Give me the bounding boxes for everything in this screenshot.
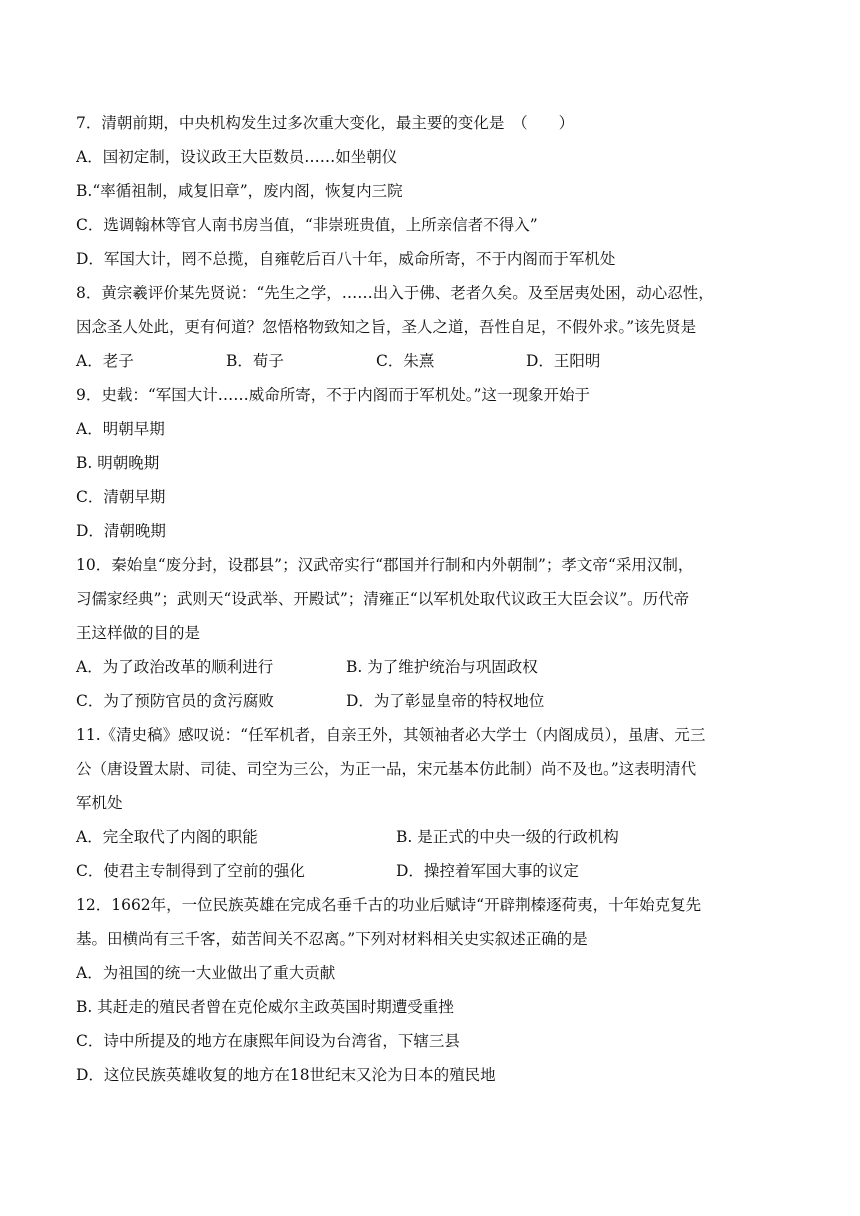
q10-stem-line-1: 10．秦始皇“废分封，设郡县”；汉武帝实行“郡国并行制和内外朝制”；孝文帝“采用汉制， [76,556,694,574]
q10-options-row-1 [76,650,788,684]
q12-option-d: D．这位民族英雄收复的地方在18世纪末又沦为日本的殖民地 [76,1066,496,1084]
q7-option-b: B.“率循祖制，咸复旧章”，废内阁，恢复内三院 [76,182,403,200]
q11-options-row-1 [76,820,788,854]
q8-stem-line-2: 因念圣人处此，更有何道？忽悟格物致知之旨，圣人之道，吾性自足，不假外求。”该先贤是 [76,318,697,336]
q11-option-b: B. 是正式的中央一级的行政机构 [396,828,619,846]
q7-option-c: C．选调翰林等官人南书房当值，“非崇班贵值，上所亲信者不得入” [76,216,538,234]
q9-option-b: B. 明朝晚期 [76,454,160,472]
q7-stem: 7．清朝前期，中央机构发生过多次重大变化，最主要的变化是 （ ） [76,114,575,132]
q9-option-c: C．清朝早期 [76,488,166,506]
q11-stem-line-3: 军机处 [76,794,123,812]
q10-option-c: C．为了预防官员的贪污腐败 [76,692,274,710]
q8-option-b: B．荀子 [226,352,284,370]
q8-option-a: A．老子 [76,352,134,370]
q12-option-a: A．为祖国的统一大业做出了重大贡献 [76,964,336,982]
q8-options [76,344,788,378]
q11-stem-line-1: 11.《清史稿》感叹说：“任军机者，自亲王外，其领袖者必大学士（内阁成员），虽唐、元三 [76,726,706,744]
q11-option-d: D．操控着军国大事的议定 [396,862,579,880]
q10-stem-line-3: 王这样做的目的是 [76,624,201,642]
q8-stem-line-1: 8．黄宗羲评价某先贤说：“先生之学，……出入于佛、老者久矣。及至居夷处困，动心忍性， [76,284,714,302]
q9-stem: 9．史载：“军国大计……威命所寄，不于内阁而于军机处。”这一现象开始于 [76,386,590,404]
q12-stem-line-2: 基。田横尚有三千客，茹苦间关不忍离。”下列对材料相关史实叙述正确的是 [76,930,588,948]
q12-stem-line-1: 12．1662年，一位民族英雄在完成名垂千古的功业后赋诗“开辟荆榛逐荷夷，十年始克复先 [76,896,702,914]
q11-option-c: C．使君主专制得到了空前的强化 [76,862,305,880]
q10-option-a: A．为了政治改革的顺利进行 [76,658,274,676]
q10-options-row-2 [76,684,788,718]
q7-option-d: D．军国大计，罔不总揽，自雍乾后百八十年，威命所寄，不于内阁而于军机处 [76,250,616,268]
document-page [76,106,788,1092]
q10-option-d: D．为了彰显皇帝的特权地位 [346,692,545,710]
q11-stem-line-2: 公（唐设置太尉、司徒、司空为三公，为正一品，宋元基本仿此制）尚不及也。”这表明清代 [76,760,697,778]
q7-option-a: A．国初定制，设议政王大臣数员……如坐朝仪 [76,148,398,166]
q11-options-row-2 [76,854,788,888]
q9-option-a: A．明朝早期 [76,420,165,438]
q10-stem-line-2: 习儒家经典”；武则天“设武举、开殿试”；清雍正“以军机处取代议政王大臣会议”。历代帝 [76,590,690,608]
q9-option-d: D．清朝晚期 [76,522,166,540]
q10-option-b: B. 为了维护统治与巩固政权 [346,658,538,676]
q12-option-b: B. 其赶走的殖民者曾在克伦威尔主政英国时期遭受重挫 [76,998,454,1016]
q12-option-c: C．诗中所提及的地方在康熙年间设为台湾省，下辖三县 [76,1032,460,1050]
q8-option-d: D．王阳明 [526,352,601,370]
q8-option-c: C．朱熹 [376,352,435,370]
q11-option-a: A．完全取代了内阁的职能 [76,828,258,846]
